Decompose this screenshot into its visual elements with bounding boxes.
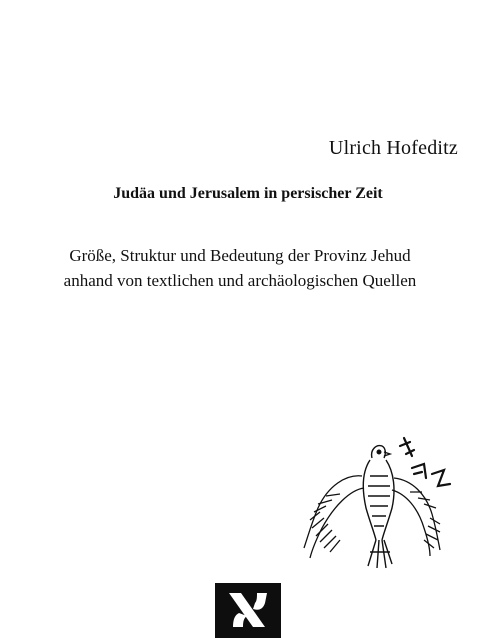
- subtitle-line-1: Größe, Struktur und Bedeutung der Provinz Jehud: [69, 246, 411, 265]
- subtitle-line-2: anhand von textlichen und archäologischen Quellen: [63, 271, 417, 290]
- author-name: Ulrich Hofeditz: [328, 137, 458, 159]
- falcon-seal-icon: [300, 428, 460, 578]
- book-title: Judäa und Jerusalem in persischer Zeit: [113, 185, 383, 202]
- aleph-logo-icon: [215, 583, 281, 638]
- book-subtitle: [0, 243, 480, 293]
